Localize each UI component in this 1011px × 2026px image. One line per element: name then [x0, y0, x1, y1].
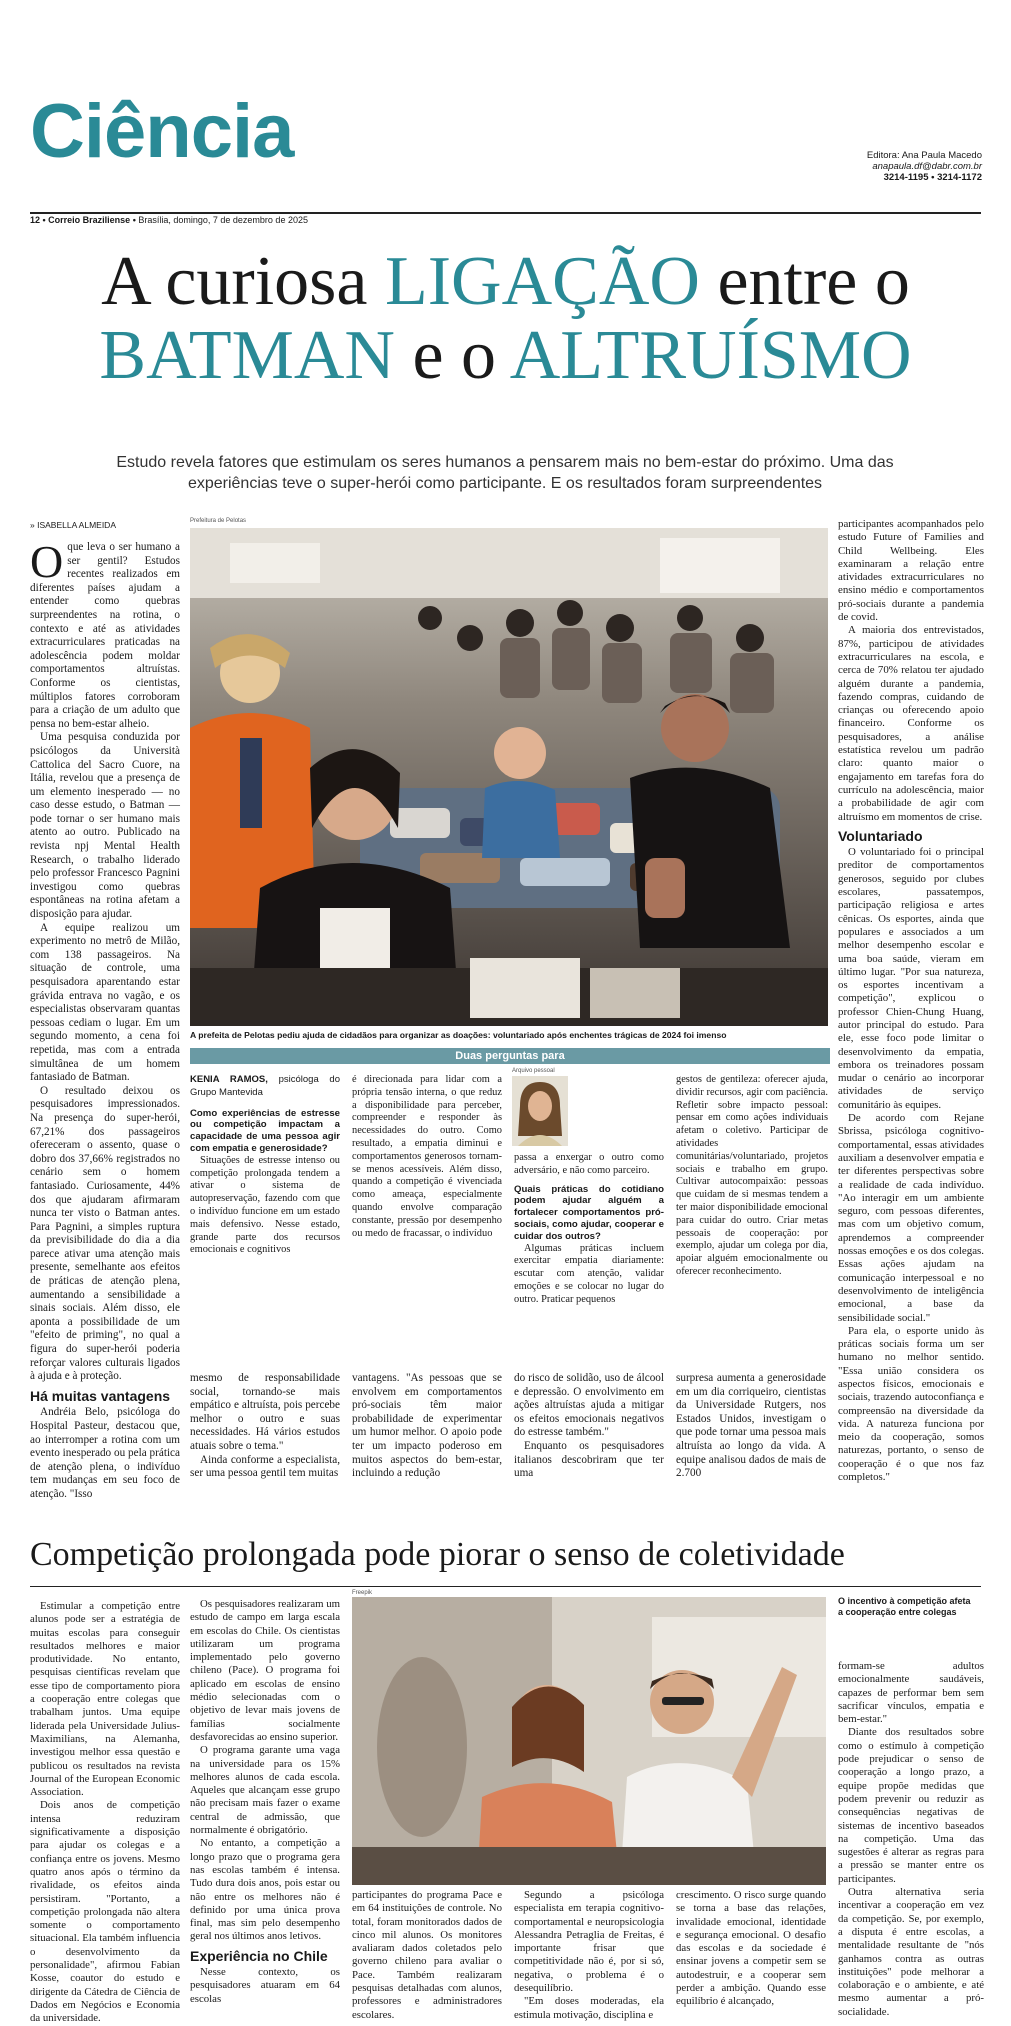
paragraph: De acordo com Rejane Sbrissa, psicóloga cognitivo-comportamental, essas atividades auxiliam a desenvolver empatia e ter diferentes perspectivas sobre a realidade de cada indivíduo. "Ao interagir em um ambiente seguro, com pessoas diferentes, mas com um objetivo comum, aprendemos a compreender nossas emoções e os dos colegas. Essas ações ajudam na comunicação interpessoal e no desenvolvimento de inteligência emocional, a base da sensibilidade social." — [838, 1112, 984, 1324]
question-1: Como experiências de estresse ou competição impactam a capacidade de uma pessoa agir com empatia e generosidade? — [190, 1107, 340, 1154]
editor-info — [867, 150, 982, 183]
paragraph: participantes acompanhados pelo estudo Future of Families and Child Wellbeing. Eles examinaram a relação entre atividades extracurriculares no ensino médio e comportamentos pró-sociais durante a pandemia de covid. — [838, 518, 984, 624]
interviewee-role: psicóloga do Grupo Mantevida — [190, 1074, 340, 1098]
paragraph: do risco de solidão, uso de álcool e depressão. O envolvimento em ações altruístas ajuda a mitigar os efeitos emocionais negativos do estresse também." — [514, 1372, 664, 1439]
answer: Situações de estresse intenso ou competição prolongada tendem a ativar o sistema de autopreservação, fazendo com que o indivíduo funcione em um estado mais defensivo. Nesse estado, grande parte dos recursos emocionais e cognitivos — [190, 1154, 340, 1256]
article2-column-2 — [190, 1598, 340, 2006]
interview-box-band — [190, 1048, 830, 1064]
article2-column-6 — [838, 1660, 984, 2019]
editor-label: Editora: Ana Paula Macedo — [866, 150, 982, 161]
paragraph: vantagens. "As pessoas que se envolvem em comportamentos pró-sociais têm maior probabilidade de experimentar um humor melhor. O apoio pode ter um impacto poderoso em muitos aspectos do bem-estar, incluindo a redução — [352, 1372, 502, 1480]
photo-caption: A prefeita de Pelotas pediu ajuda de cidadãos para organizar as doações: voluntariado após enchentes trágicas de 2024 foi imenso — [190, 1030, 727, 1040]
paragraph: Segundo a psicóloga especialista em terapia cognitivo-comportamental e neuropsicologia Alessandra Petraglia de Freitas, é importante frisar que competitividade não é, por si só, negativa, o problema é o desequilíbrio. — [514, 1889, 664, 1995]
paragraph: Outra alternativa seria incentivar a cooperação em vez da competição. Se, por exemplo, a disputa é entre escolas, a mentalidade resultante de "nós ganhamos contra as outras instituições" pode melhorar a colaboração e o ambiente, e até mesmo aumentar a pró-socialidade. — [838, 1886, 984, 2018]
interview-box-title: Duas perguntas para — [455, 1050, 565, 1062]
paragraph: que leva o ser humano a ser gentil? Estudos recentes realizados em diferentes países ajudam a entender como quebras surpreendentes na rotina, o contexto e até as atividades extracurriculares praticadas na adolescência podem moldar comportamentos altruístas. Conforme os cientistas, múltiplos fatores corroboram para a criação de um adulto que pensa no bem-estar alheio. — [30, 541, 180, 730]
question-2: Quais práticas do cotidiano podem ajudar alguém a fortalecer comportamentos pró-sociais, como ajudar, cooperar e cuidar dos outros? — [514, 1183, 664, 1242]
paragraph: A maioria dos entrevistados, 87%, participou de atividades extracurriculares na escola, e cerca de 70% relatou ter ajudado alguém durante a pandemia, fazendo compras, cuidando de crianças ou oferecendo apoio financeiro. Conforme os pesquisadores, a análise estatística revelou um padrão claro: quanto maior o engajamento em tarefas fora do currículo na adolescência, maior a probabilidade de agir com altruísmo em momentos de crise. — [838, 624, 984, 823]
paragraph: A equipe realizou um experimento no metrô de Milão, com 138 passageiros. Na situação de controle, uma pesquisadora aparentando estar grávida entrava no vagão, e os especialistas observaram quantas pessoas cediam o lugar. Em um segundo momento, a cena foi repetida, mas com a entrada simultânea de um homem fantasiado de Batman. — [30, 921, 180, 1084]
subhead-voluntariado: Voluntariado — [838, 827, 923, 844]
answer: é direcionada para lidar com a própria tensão interna, o que reduz a disponibilidade para perceber, compreender e responder às necessidades do outro. Como resultado, a empatia diminui e comportamentos generosos tornam-se menos acessíveis. Além disso, quando a competição é vivenciada como ameaça, especialmente quando envolve comparação constante, pressão por desempenho ou medo de fracassar, o indivíduo — [352, 1074, 502, 1239]
article2-column-3-text — [352, 1889, 502, 2021]
article2-column-4 — [514, 1889, 664, 2021]
headline-accent: ALTRUÍSMO — [509, 317, 912, 394]
headline-part: A curiosa — [101, 243, 385, 320]
box-column-2 — [352, 1074, 502, 1240]
answer: passa a enxergar o outro como adversário, e não como parceiro. — [514, 1152, 664, 1176]
interviewee-photo — [512, 1076, 568, 1146]
article2-photo-credit: Freepik — [352, 1590, 373, 1596]
article2-column-5 — [676, 1889, 826, 2008]
dropcap: O — [30, 536, 64, 587]
dateline: Brasília, domingo, 7 de dezembro de 2025 — [138, 215, 308, 225]
box-column-4 — [676, 1074, 828, 1279]
box-column-1 — [190, 1074, 340, 1257]
paragraph: Para ela, o esporte unido às práticas sociais forma um ser humano no melhor sentido. "Essa união considera os aspectos físicos, emocionais e sociais, trazendo autoconfiança e compreensão na diversidade da vida. A natureza funciona por meio da cooperação, somos naturezas, portanto, o senso de cooperação é o que nos faz completos." — [838, 1324, 984, 1484]
paragraph: O resultado deixou os pesquisadores impressionados. Na presença do super-herói, 67,21% dos passageiros ofereceram o assento, quase o dobro dos 37,66% registrados no cenário sem o homem fantasiado. Curiosamente, 44% dos que ajudaram afirmaram nunca ter visto o Batman antes. Para Pagnini, a simples ruptura da previsibilidade do dia a dia parece ativar uma atenção mais presente, semelhante aos efeitos de práticas de atenção plena, aumentando a sensibilidade a sinais sociais. Além disso, ele aponta a possibilidade de um "efeito de priming", no qual a figura do super-herói poderia reforçar valores culturais ligados à ajuda e à proteção. — [30, 1084, 180, 1383]
meeting-photo — [352, 1597, 826, 1885]
paragraph: Diante dos resultados sobre como o estímulo à competição pode prejudicar o senso de cooperação a longo prazo, a equipe propõe medidas que podem prevenir ou reduzir as consequências negativas de sistemas de incentivo baseados na competição. Uma das sugestões é alterar as regras para a pressão se manter entre os participantes. — [838, 1726, 984, 1885]
article1-column-5 — [676, 1372, 826, 1481]
paragraph: participantes do programa Pace e em 64 instituições de controle. No total, foram monitorados dados de cinco mil alunos. Os monitores avaliaram dados coletados pelo governo chileno para avaliar o Pace. Também realizaram pesquisas detalhadas com alunos, professores e administradores escolares. — [352, 1889, 502, 2021]
editor-email: anapaula.df@dabr.com.br — [872, 161, 982, 172]
paragraph: Nesse contexto, os pesquisadores atuaram em 64 escolas — [190, 1966, 340, 2005]
byline: » ISABELLA ALMEIDA — [30, 520, 116, 530]
paragraph: Andréia Belo, psicóloga do Hospital Pasteur, destacou que, ao interromper a rotina com um evento inesperado ou pela prática de atenção plena, o indivíduo tem mudanças em seu foco de atenção. "Isso — [30, 1406, 180, 1500]
paragraph: O voluntariado foi o principal preditor de comportamentos generosos, seguido por clubes escolares, passatempos, participação religiosa e artes cênicas. Os esportes, ainda que populares e associados a um melhor desempenho escolar e uma boa saúde, vieram em último lugar. "Por sua natureza, os esportes incentivam a competição", explicou o professor Chien-Chung Huang, autor principal do estudo. Para ele, esse foco pode limitar o desenvolvimento da empatia, embora os treinadores possam mudar o cenário ao incorporar atividades de serviço comunitário às equipes. — [838, 846, 984, 1111]
photo-credit: Prefeitura de Pelotas — [190, 518, 247, 524]
paragraph: "Em doses moderadas, ela estimula motivação, disciplina e — [514, 1995, 664, 2021]
subhead-chile: Experiência no Chile — [190, 1947, 328, 1964]
article1-column-1 — [30, 536, 180, 1502]
volunteers-photo-illustration — [190, 528, 828, 1026]
folio: 12 • Correio Braziliense • — [30, 215, 136, 225]
headline-part: entre o — [699, 243, 910, 320]
editor-phones: 3214-1195 • 3214-1172 — [883, 172, 982, 183]
headline-line-1 — [0, 245, 1011, 319]
article1-column-2 — [190, 1372, 340, 1481]
interviewee-name: KENIA RAMOS, — [190, 1074, 268, 1085]
paragraph: O programa garante uma vaga na universidade para os 15% melhores alunos de cada escola. Aqueles que alcançam esse grupo não precisam mais fazer o exame central de admissão, que normalmente é obrigatório. — [190, 1744, 340, 1837]
article1-column-4 — [514, 1372, 664, 1481]
paragraph: Estimular a competição entre alunos pode ser a estratégia de muitas escolas para conseguir resultados melhores e maior produtividade. No entanto, pesquisas científicas revelam que esse tipo de comportamento piora a cooperação entre colegas que trabalham juntos. Uma equipe liderada pela Universidade Julius-Maximilians, na Alemanha, investigou melhor essa questão e publicou os resultados na revista Journal of the European Economic Association. — [30, 1600, 180, 1799]
interview-box — [190, 1048, 830, 1358]
article1-column-6 — [838, 518, 984, 1484]
section-title: Ciência — [30, 89, 294, 174]
header-rule — [30, 212, 981, 214]
article2-column-1 — [30, 1600, 180, 2026]
box-column-3 — [514, 1152, 664, 1307]
interviewee-portrait — [512, 1076, 568, 1146]
article2-rule — [30, 1586, 981, 1587]
paragraph: Enquanto os pesquisadores italianos descobriram que ter uma — [514, 1439, 664, 1480]
headline-accent: LIGAÇÃO — [384, 243, 700, 320]
article1-column-3 — [352, 1372, 502, 1481]
headline-accent: BATMAN — [99, 317, 395, 394]
paragraph: Os pesquisadores realizaram um estudo de campo em larga escala em escolas do Chile. Os cientistas utilizaram um programa implementado pelo governo chileno (Pace). O programa foi aplicado em escolas de ensino médio selecionadas com o objetivo de levar mais jovens de famílias socialmente desfavorecidas ao ensino superior. — [190, 1598, 341, 1743]
answer: gestos de gentileza: oferecer ajuda, dividir recursos, agir com paciência. Refletir sobre impacto pessoal: pensar em como ações individuais afetam o coletivo. Participar de atividades comunitárias/voluntariado, projetos sociais e trabalho em grupo. Cultivar autocompaixão: pessoas que cuidam de si mesmas tendem a ter maior disponibilidade emocional para cuidar do outro. Criar metas pessoais de cooperação: por exemplo, ajudar um colega por dia, apoiar alguém emocionalmente ou oferecer reconhecimento. — [676, 1074, 828, 1277]
paragraph: Ainda conforme a especialista, ser uma pessoa gentil tem muitas — [190, 1453, 340, 1480]
meeting-photo-illustration — [352, 1597, 826, 1885]
paragraph: mesmo de responsabilidade social, tornando-se mais empático e altruísta, pois percebe melhor o outro e suas necessidades. Há vários estudos atuais sobre o tema." — [190, 1372, 340, 1452]
paragraph: Uma pesquisa conduzida por psicólogos da Università Cattolica del Sacro Cuore, na Itália, revelou que a presença de um elemento inesperado — no caso desse estudo, o Batman — pode tornar o ser humano mais atento ao outro. Publicado na revista npj Mental Health Research, o trabalho liderado pelo professor Francesco Pagnini investigou como quebras espontâneas na rotina afetam a disposição para ajudar. — [30, 731, 180, 921]
deck: Estudo revela fatores que estimulam os seres humanos a pensarem mais no bem-estar do próximo. Uma das experiências teve o super-herói como participante. E os resultados foram surpreendentes — [116, 454, 894, 492]
folio-line — [30, 215, 308, 225]
volunteers-photo — [190, 528, 828, 1026]
paragraph: Dois anos de competição intensa reduziram significativamente a disposição para ajudar os colegas e a confiança entre os jovens. Mesmo quatro anos após o término da rivalidade, os efeitos ainda persistiram. "Portanto, a competição prolongada não altera somente o comportamento situacional. Ela também influencia o desenvolvimento da personalidade", afirmou Fabian Kosse, coautor do estudo e dirigente da Cátedra de Ciência de Dados em Negócios e Economia da universidade. — [30, 1799, 180, 2025]
paragraph: surpresa aumenta a generosidade em um dia corriqueiro, cientistas da Universidade Rutgers, nos Estados Unidos, investigam o que pode tornar uma pessoa mais altruísta ao longo da vida. A equipe analisou dados de mais de 2.700 — [676, 1372, 826, 1480]
article2-photo-caption: O incentivo à competição afeta a cooperação entre colegas — [838, 1596, 971, 1617]
paragraph: No entanto, a competição a longo prazo que o programa gera nas escolas também é intensa. Tudo dura dois anos, pois estar ou não entre os melhores não é definido por uma única prova final, mas sim pelo desempenho geral nos últimos anos letivos. — [190, 1837, 340, 1943]
subhead-vantagens: Há muitas vantagens — [30, 1387, 171, 1404]
article2-headline: Competição prolongada pode piorar o senso de coletividade — [30, 1536, 845, 1573]
headline-part: e o — [394, 317, 510, 394]
answer: Algumas práticas incluem exercitar empatia diariamente: escutar com atenção, validar emoções e se colocar no lugar do outro. Praticar pequenos — [514, 1242, 664, 1305]
headline-line-2 — [0, 319, 1011, 393]
paragraph: crescimento. O risco surge quando se torna a base das relações, invalidade emocional, identidade e segurança emocional. O desafio das escolas e da sociedade é ensinar jovens a competir sem se autodestruir, e a cooperar sem perder a ambição. Quando esse equilíbrio é alcançado, — [676, 1889, 826, 2008]
paragraph: formam-se adultos emocionalmente saudáveis, capazes de performar bem sem sacrificar vínculos, empatia e bem-estar." — [838, 1660, 984, 1726]
headline — [0, 245, 1011, 393]
interviewee-photo-credit: Arquivo pessoal — [512, 1068, 555, 1074]
